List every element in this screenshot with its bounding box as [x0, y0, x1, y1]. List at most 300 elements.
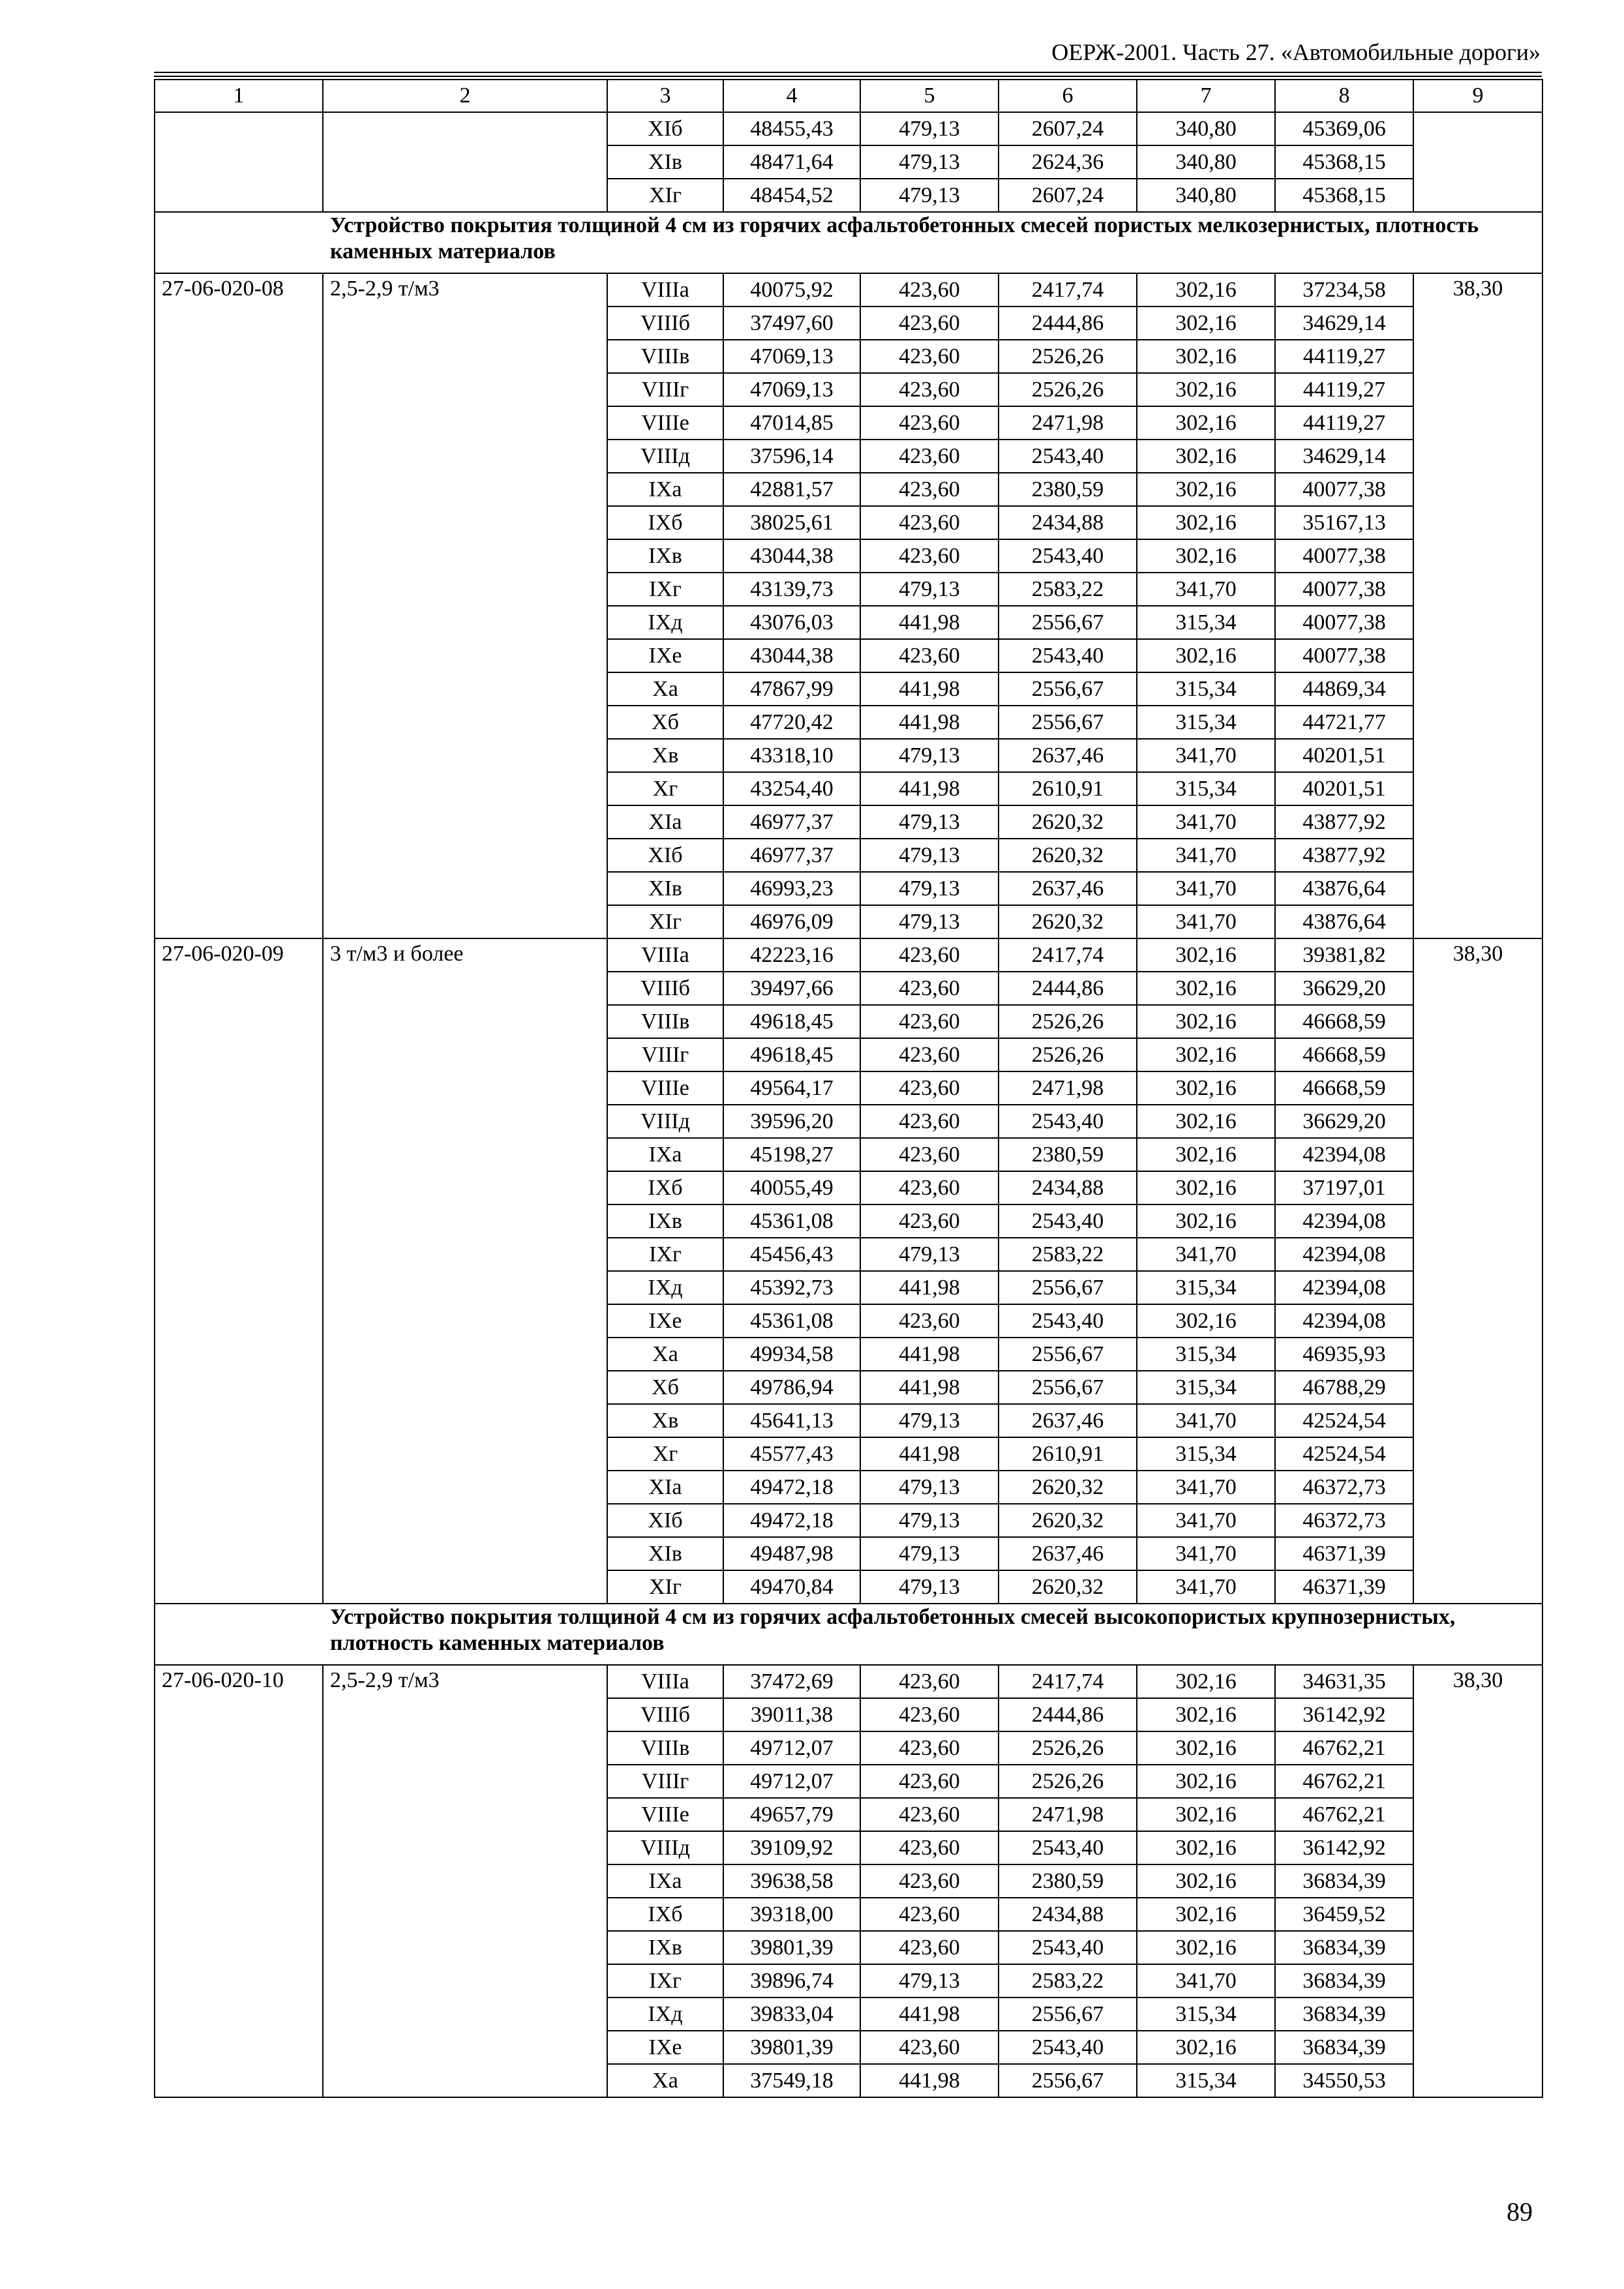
- value-cell: 302,16: [1137, 473, 1275, 506]
- value-cell: 441,98: [860, 1437, 999, 1471]
- zone-cell: XIг: [607, 179, 723, 212]
- value-cell: 423,60: [860, 539, 999, 573]
- value-cell: 44721,77: [1275, 706, 1413, 739]
- value-cell: 423,60: [860, 1105, 999, 1138]
- value-cell: 423,60: [860, 406, 999, 440]
- value-cell: 315,34: [1137, 1338, 1275, 1371]
- value-cell: 49934,58: [723, 1338, 860, 1371]
- value-cell: 43876,64: [1275, 872, 1413, 905]
- value-cell: 341,70: [1137, 905, 1275, 938]
- value-cell: 315,34: [1137, 606, 1275, 639]
- value-cell: 2444,86: [999, 1698, 1137, 1731]
- value-cell: 37549,18: [723, 2064, 860, 2097]
- value-cell: 302,16: [1137, 1864, 1275, 1898]
- value-cell: 36834,39: [1275, 1931, 1413, 1964]
- value-cell: 40077,38: [1275, 539, 1413, 573]
- zone-cell: VIIIв: [607, 1005, 723, 1038]
- value-cell: 45392,73: [723, 1271, 860, 1304]
- column-number: 9: [1413, 80, 1542, 112]
- value-cell: 2543,40: [999, 539, 1137, 573]
- zone-cell: IXе: [607, 1304, 723, 1338]
- value-cell: 2471,98: [999, 1071, 1137, 1105]
- rate-description: 2,5-2,9 т/м3: [323, 273, 607, 938]
- value-cell: 341,70: [1137, 573, 1275, 606]
- value-cell: 36834,39: [1275, 1997, 1413, 2031]
- value-cell: 302,16: [1137, 307, 1275, 340]
- value-cell: 2556,67: [999, 706, 1137, 739]
- value-cell: 39011,38: [723, 1698, 860, 1731]
- value-cell: 423,60: [860, 440, 999, 473]
- value-cell: 40075,92: [723, 273, 860, 307]
- table-row: [155, 1665, 1542, 1698]
- column-number: 2: [323, 80, 607, 112]
- zone-cell: IXе: [607, 2031, 723, 2064]
- value-cell: 2526,26: [999, 340, 1137, 373]
- value-cell: 42394,08: [1275, 1271, 1413, 1304]
- zone-cell: XIа: [607, 1471, 723, 1504]
- value-cell: 34550,53: [1275, 2064, 1413, 2097]
- column-number: 5: [860, 80, 999, 112]
- value-cell: 315,34: [1137, 672, 1275, 706]
- value-cell: 2637,46: [999, 872, 1137, 905]
- value-cell: 340,80: [1137, 179, 1275, 212]
- value-cell: 302,16: [1137, 1698, 1275, 1731]
- value-cell: 441,98: [860, 1997, 999, 2031]
- value-cell: 2620,32: [999, 1471, 1137, 1504]
- value-cell: 44119,27: [1275, 340, 1413, 373]
- value-cell: 302,16: [1137, 1931, 1275, 1964]
- zone-cell: VIIIе: [607, 1071, 723, 1105]
- zone-cell: Xг: [607, 1437, 723, 1471]
- value-cell: 37497,60: [723, 307, 860, 340]
- value-cell: 39497,66: [723, 972, 860, 1005]
- value-cell: 2543,40: [999, 1105, 1137, 1138]
- value-cell: 2637,46: [999, 739, 1137, 772]
- value-cell: 2543,40: [999, 1931, 1137, 1964]
- value-cell: 37596,14: [723, 440, 860, 473]
- zone-cell: IXг: [607, 573, 723, 606]
- value-cell: 441,98: [860, 706, 999, 739]
- value-cell: 38025,61: [723, 506, 860, 539]
- value-cell: 2583,22: [999, 573, 1137, 606]
- value-cell: 40055,49: [723, 1171, 860, 1204]
- value-cell: 423,60: [860, 938, 999, 972]
- value-cell: 2610,91: [999, 1437, 1137, 1471]
- value-cell: 441,98: [860, 1271, 999, 1304]
- value-cell: 47720,42: [723, 706, 860, 739]
- value-cell: 46668,59: [1275, 1038, 1413, 1071]
- value-cell: 341,70: [1137, 1570, 1275, 1604]
- value-cell: 47069,13: [723, 340, 860, 373]
- rate-code: 27-06-020-09: [155, 938, 323, 1604]
- value-cell: 315,34: [1137, 772, 1275, 805]
- zone-cell: IXе: [607, 639, 723, 672]
- table-row: [155, 112, 1542, 145]
- value-cell: 39318,00: [723, 1898, 860, 1931]
- value-cell: 34629,14: [1275, 307, 1413, 340]
- value-cell: 45641,13: [723, 1404, 860, 1437]
- value-cell: 479,13: [860, 1471, 999, 1504]
- value-cell: 49564,17: [723, 1071, 860, 1105]
- value-cell: 341,70: [1137, 872, 1275, 905]
- value-cell: 39833,04: [723, 1997, 860, 2031]
- column-number: 4: [723, 80, 860, 112]
- value-cell: 40077,38: [1275, 473, 1413, 506]
- zone-cell: VIIIе: [607, 406, 723, 440]
- column-number: 3: [607, 80, 723, 112]
- value-cell: 2543,40: [999, 1304, 1137, 1338]
- value-cell: 340,80: [1137, 145, 1275, 179]
- value-cell: 441,98: [860, 2064, 999, 2097]
- value-cell: 302,16: [1137, 1304, 1275, 1338]
- value-cell: 302,16: [1137, 506, 1275, 539]
- value-cell: 441,98: [860, 672, 999, 706]
- value-cell: 441,98: [860, 606, 999, 639]
- zone-cell: VIIIв: [607, 340, 723, 373]
- zone-cell: Xв: [607, 739, 723, 772]
- section-title: Устройство покрытия толщиной 4 см из горячих асфальтобетонных смесей пористых мелкозернистых, плотность каменных материалов: [155, 212, 1542, 273]
- zone-cell: VIIIг: [607, 1038, 723, 1071]
- value-cell: 302,16: [1137, 539, 1275, 573]
- value-cell: 302,16: [1137, 1105, 1275, 1138]
- value-cell: 423,60: [860, 1931, 999, 1964]
- value-cell: 479,13: [860, 739, 999, 772]
- value-cell: 2444,86: [999, 972, 1137, 1005]
- zone-cell: IXб: [607, 1171, 723, 1204]
- value-cell: 49618,45: [723, 1005, 860, 1038]
- value-cell: 42394,08: [1275, 1138, 1413, 1171]
- value-cell: 46371,39: [1275, 1570, 1413, 1604]
- value-cell: 42524,54: [1275, 1404, 1413, 1437]
- value-cell: 2417,74: [999, 1665, 1137, 1698]
- value-cell: 423,60: [860, 1731, 999, 1765]
- zone-cell: XIб: [607, 1504, 723, 1537]
- value-cell: 423,60: [860, 2031, 999, 2064]
- value-cell: 49712,07: [723, 1731, 860, 1765]
- value-cell: 45361,08: [723, 1304, 860, 1338]
- value-cell: 2583,22: [999, 1238, 1137, 1271]
- value-cell: 2620,32: [999, 805, 1137, 839]
- value-cell: 36629,20: [1275, 1105, 1413, 1138]
- value-cell: 49470,84: [723, 1570, 860, 1604]
- value-cell: 2434,88: [999, 506, 1137, 539]
- value-cell: 2620,32: [999, 1570, 1137, 1604]
- value-cell: 423,60: [860, 506, 999, 539]
- value-cell: 441,98: [860, 1371, 999, 1404]
- value-cell: 48471,64: [723, 145, 860, 179]
- value-cell: 2380,59: [999, 1138, 1137, 1171]
- value-cell: 40201,51: [1275, 739, 1413, 772]
- zone-cell: XIб: [607, 839, 723, 872]
- value-cell: 42394,08: [1275, 1204, 1413, 1238]
- zone-cell: IXб: [607, 1898, 723, 1931]
- zone-cell: VIIIа: [607, 938, 723, 972]
- zone-cell: VIIIд: [607, 440, 723, 473]
- value-cell: 44869,34: [1275, 672, 1413, 706]
- value-cell: 423,60: [860, 639, 999, 672]
- value-cell: 479,13: [860, 573, 999, 606]
- value-cell: 302,16: [1137, 1071, 1275, 1105]
- value-cell: 302,16: [1137, 1898, 1275, 1931]
- labor-cost: 38,30: [1413, 938, 1542, 1604]
- value-cell: 42223,16: [723, 938, 860, 972]
- value-cell: 2526,26: [999, 1765, 1137, 1798]
- value-cell: 42394,08: [1275, 1238, 1413, 1271]
- value-cell: 39896,74: [723, 1964, 860, 1997]
- value-cell: 2526,26: [999, 373, 1137, 406]
- column-number: 1: [155, 80, 323, 112]
- zone-cell: IXг: [607, 1964, 723, 1997]
- value-cell: 2556,67: [999, 2064, 1137, 2097]
- value-cell: 302,16: [1137, 1765, 1275, 1798]
- value-cell: 43318,10: [723, 739, 860, 772]
- zone-cell: IXв: [607, 1204, 723, 1238]
- value-cell: 39109,92: [723, 1831, 860, 1864]
- zone-cell: IXв: [607, 1931, 723, 1964]
- value-cell: 43044,38: [723, 539, 860, 573]
- value-cell: 423,60: [860, 273, 999, 307]
- zone-cell: XIв: [607, 872, 723, 905]
- value-cell: 479,13: [860, 1238, 999, 1271]
- value-cell: 302,16: [1137, 1005, 1275, 1038]
- rate-code: 27-06-020-08: [155, 273, 323, 938]
- value-cell: 46372,73: [1275, 1504, 1413, 1537]
- value-cell: 47014,85: [723, 406, 860, 440]
- value-cell: 45577,43: [723, 1437, 860, 1471]
- value-cell: 423,60: [860, 1071, 999, 1105]
- value-cell: 45368,15: [1275, 179, 1413, 212]
- zone-cell: VIIIд: [607, 1831, 723, 1864]
- value-cell: 2556,67: [999, 672, 1137, 706]
- value-cell: 302,16: [1137, 1204, 1275, 1238]
- value-cell: 341,70: [1137, 739, 1275, 772]
- value-cell: 302,16: [1137, 340, 1275, 373]
- zone-cell: XIг: [607, 1570, 723, 1604]
- value-cell: 302,16: [1137, 373, 1275, 406]
- value-cell: 2556,67: [999, 1271, 1137, 1304]
- zone-cell: VIIIе: [607, 1798, 723, 1831]
- value-cell: 2620,32: [999, 1504, 1137, 1537]
- value-cell: 2620,32: [999, 905, 1137, 938]
- value-cell: 48455,43: [723, 112, 860, 145]
- value-cell: 45368,15: [1275, 145, 1413, 179]
- value-cell: 46371,39: [1275, 1537, 1413, 1570]
- header-rule-bottom: [154, 76, 1542, 77]
- value-cell: 46762,21: [1275, 1798, 1413, 1831]
- value-cell: 45361,08: [723, 1204, 860, 1238]
- value-cell: 46977,37: [723, 839, 860, 872]
- value-cell: 479,13: [860, 1504, 999, 1537]
- value-cell: 34629,14: [1275, 440, 1413, 473]
- value-cell: 423,60: [860, 1171, 999, 1204]
- value-cell: 42394,08: [1275, 1304, 1413, 1338]
- value-cell: 423,60: [860, 1138, 999, 1171]
- value-cell: 36834,39: [1275, 2031, 1413, 2064]
- value-cell: 2583,22: [999, 1964, 1137, 1997]
- value-cell: 423,60: [860, 1005, 999, 1038]
- value-cell: 479,13: [860, 905, 999, 938]
- zone-cell: IXд: [607, 1271, 723, 1304]
- zone-cell: VIIIб: [607, 307, 723, 340]
- value-cell: 479,13: [860, 179, 999, 212]
- value-cell: 43877,92: [1275, 805, 1413, 839]
- value-cell: 42881,57: [723, 473, 860, 506]
- value-cell: 423,60: [860, 373, 999, 406]
- value-cell: 36629,20: [1275, 972, 1413, 1005]
- value-cell: 315,34: [1137, 706, 1275, 739]
- value-cell: 2543,40: [999, 1204, 1137, 1238]
- zone-cell: VIIIв: [607, 1731, 723, 1765]
- value-cell: 340,80: [1137, 112, 1275, 145]
- value-cell: 2526,26: [999, 1038, 1137, 1071]
- zone-cell: IXв: [607, 539, 723, 573]
- value-cell: 2526,26: [999, 1005, 1137, 1038]
- value-cell: 423,60: [860, 1204, 999, 1238]
- value-cell: 34631,35: [1275, 1665, 1413, 1698]
- labor-cost: 38,30: [1413, 1665, 1542, 2097]
- value-cell: 36459,52: [1275, 1898, 1413, 1931]
- value-cell: 46788,29: [1275, 1371, 1413, 1404]
- value-cell: 423,60: [860, 1665, 999, 1698]
- value-cell: 302,16: [1137, 972, 1275, 1005]
- value-cell: 2607,24: [999, 179, 1137, 212]
- zone-cell: IXа: [607, 1864, 723, 1898]
- value-cell: 423,60: [860, 307, 999, 340]
- value-cell: 423,60: [860, 1765, 999, 1798]
- value-cell: 39381,82: [1275, 938, 1413, 972]
- column-number: 8: [1275, 80, 1413, 112]
- value-cell: 341,70: [1137, 1471, 1275, 1504]
- value-cell: 40077,38: [1275, 573, 1413, 606]
- value-cell: 302,16: [1137, 273, 1275, 307]
- value-cell: 43876,64: [1275, 905, 1413, 938]
- value-cell: 2624,36: [999, 145, 1137, 179]
- column-number: 7: [1137, 80, 1275, 112]
- value-cell: 302,16: [1137, 1665, 1275, 1698]
- value-cell: 423,60: [860, 1898, 999, 1931]
- zone-cell: XIа: [607, 805, 723, 839]
- value-cell: 423,60: [860, 1038, 999, 1071]
- value-cell: 44119,27: [1275, 373, 1413, 406]
- value-cell: 43044,38: [723, 639, 860, 672]
- value-cell: 2434,88: [999, 1171, 1137, 1204]
- value-cell: 302,16: [1137, 639, 1275, 672]
- value-cell: 46372,73: [1275, 1471, 1413, 1504]
- value-cell: 45369,06: [1275, 112, 1413, 145]
- value-cell: 341,70: [1137, 1404, 1275, 1437]
- value-cell: 2444,86: [999, 307, 1137, 340]
- value-cell: 43254,40: [723, 772, 860, 805]
- zone-cell: VIIIб: [607, 1698, 723, 1731]
- value-cell: 423,60: [860, 1698, 999, 1731]
- value-cell: 479,13: [860, 872, 999, 905]
- value-cell: 302,16: [1137, 1138, 1275, 1171]
- table-row: [155, 273, 1542, 307]
- value-cell: 315,34: [1137, 1371, 1275, 1404]
- value-cell: 49472,18: [723, 1471, 860, 1504]
- value-cell: 341,70: [1137, 1964, 1275, 1997]
- value-cell: 2417,74: [999, 273, 1137, 307]
- price-table: [154, 79, 1543, 2098]
- value-cell: 36142,92: [1275, 1698, 1413, 1731]
- value-cell: 2543,40: [999, 2031, 1137, 2064]
- zone-cell: VIIIа: [607, 273, 723, 307]
- value-cell: 302,16: [1137, 406, 1275, 440]
- zone-cell: XIв: [607, 1537, 723, 1570]
- value-cell: 49657,79: [723, 1798, 860, 1831]
- value-cell: 46993,23: [723, 872, 860, 905]
- value-cell: 43076,03: [723, 606, 860, 639]
- column-number: 6: [999, 80, 1137, 112]
- value-cell: 315,34: [1137, 1437, 1275, 1471]
- value-cell: 302,16: [1137, 1798, 1275, 1831]
- value-cell: 37234,58: [1275, 273, 1413, 307]
- rate-code: [155, 112, 323, 212]
- zone-cell: IXд: [607, 606, 723, 639]
- value-cell: 2556,67: [999, 1371, 1137, 1404]
- value-cell: 479,13: [860, 112, 999, 145]
- value-cell: 479,13: [860, 1404, 999, 1437]
- value-cell: 423,60: [860, 473, 999, 506]
- value-cell: 47867,99: [723, 672, 860, 706]
- value-cell: 423,60: [860, 1304, 999, 1338]
- zone-cell: IXа: [607, 1138, 723, 1171]
- value-cell: 36834,39: [1275, 1964, 1413, 1997]
- value-cell: 2380,59: [999, 1864, 1137, 1898]
- value-cell: 302,16: [1137, 1171, 1275, 1204]
- value-cell: 37472,69: [723, 1665, 860, 1698]
- value-cell: 2543,40: [999, 639, 1137, 672]
- value-cell: 40201,51: [1275, 772, 1413, 805]
- value-cell: 36142,92: [1275, 1831, 1413, 1864]
- value-cell: 46762,21: [1275, 1731, 1413, 1765]
- zone-cell: VIIIб: [607, 972, 723, 1005]
- value-cell: 302,16: [1137, 1038, 1275, 1071]
- value-cell: 46762,21: [1275, 1765, 1413, 1798]
- value-cell: 2471,98: [999, 406, 1137, 440]
- page-number: 89: [1507, 2197, 1533, 2226]
- value-cell: 423,60: [860, 1864, 999, 1898]
- zone-cell: Xа: [607, 672, 723, 706]
- value-cell: 49712,07: [723, 1765, 860, 1798]
- value-cell: 2417,74: [999, 938, 1137, 972]
- value-cell: 479,13: [860, 805, 999, 839]
- value-cell: 423,60: [860, 340, 999, 373]
- value-cell: 302,16: [1137, 1831, 1275, 1864]
- zone-cell: Xг: [607, 772, 723, 805]
- rate-description: 3 т/м3 и более: [323, 938, 607, 1604]
- value-cell: 423,60: [860, 1798, 999, 1831]
- zone-cell: IXа: [607, 473, 723, 506]
- column-number-row: [155, 80, 1542, 112]
- value-cell: 40077,38: [1275, 639, 1413, 672]
- value-cell: 423,60: [860, 972, 999, 1005]
- zone-cell: XIб: [607, 112, 723, 145]
- rate-code: 27-06-020-10: [155, 1665, 323, 2097]
- value-cell: 2556,67: [999, 1997, 1137, 2031]
- value-cell: 2543,40: [999, 440, 1137, 473]
- value-cell: 39638,58: [723, 1864, 860, 1898]
- value-cell: 40077,38: [1275, 606, 1413, 639]
- value-cell: 43877,92: [1275, 839, 1413, 872]
- zone-cell: VIIIг: [607, 373, 723, 406]
- value-cell: 423,60: [860, 1831, 999, 1864]
- table-row: [155, 938, 1542, 972]
- value-cell: 46977,37: [723, 805, 860, 839]
- value-cell: 341,70: [1137, 805, 1275, 839]
- value-cell: 2607,24: [999, 112, 1137, 145]
- section-header-row: [155, 212, 1542, 273]
